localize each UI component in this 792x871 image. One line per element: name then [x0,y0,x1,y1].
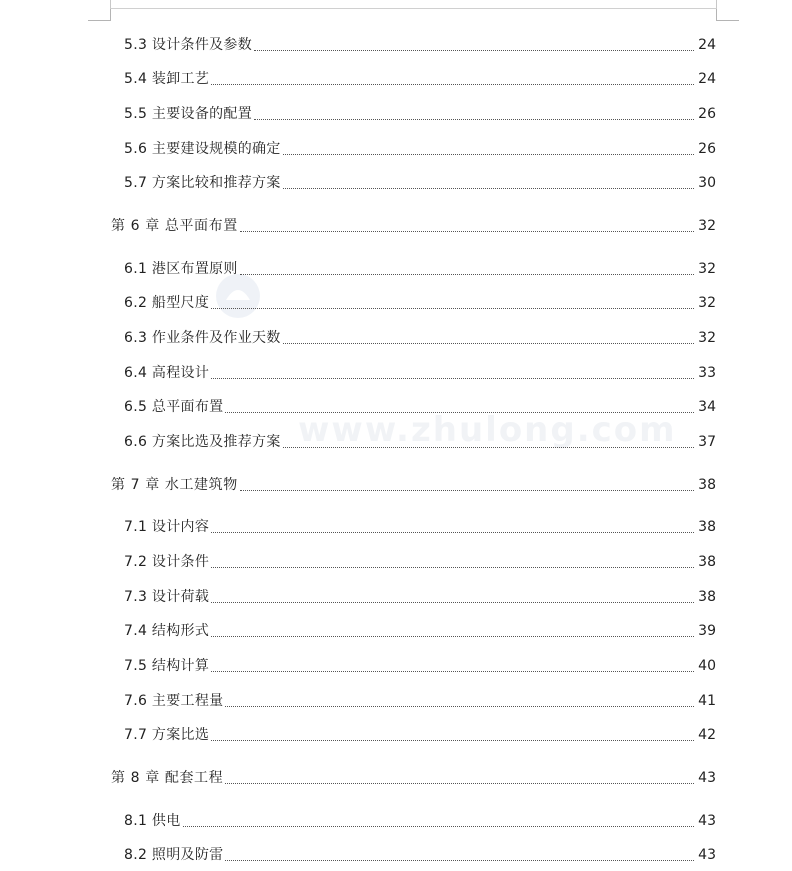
toc-page-number: 34 [698,399,716,415]
toc-dot-leader [211,531,694,533]
toc-chapter-label: 第 8 章 配套工程 [111,770,224,786]
toc-entry-label: 6.4 高程设计 [124,365,210,381]
toc-row[interactable] [124,549,716,571]
toc-dot-leader [240,273,694,275]
toc-entry-label: 6.6 方案比选及推荐方案 [124,434,281,450]
toc-row[interactable] [124,808,716,830]
toc-entry-label: 7.6 主要工程量 [124,693,224,709]
toc-entry-label: 7.7 方案比选 [124,727,210,743]
toc-entry-label: 5.3 设计条件及参数 [124,37,253,53]
toc-chapter-row[interactable] [111,765,716,787]
toc-entry-label: 7.1 设计内容 [124,519,210,535]
toc-row[interactable] [124,325,716,347]
watermark-text: www.zhulong.com [298,410,677,450]
toc-page-number: 41 [698,693,716,709]
toc-page-number: 26 [698,141,716,157]
toc-entry-label: 5.5 主要设备的配置 [124,106,253,122]
toc-page-number: 24 [698,71,716,87]
toc-entry-label: 7.5 结构计算 [124,658,210,674]
toc-dot-leader [211,601,694,603]
toc-chapter-label: 第 7 章 水工建筑物 [111,477,238,493]
toc-entry-label: 6.3 作业条件及作业天数 [124,330,281,346]
toc-dot-leader [211,739,694,741]
toc-dot-leader [254,118,694,120]
toc-row[interactable] [124,618,716,640]
toc-dot-leader [211,566,694,568]
toc-chapter-row[interactable] [111,213,716,235]
toc-entry-label: 8.1 供电 [124,813,181,829]
toc-row[interactable] [124,722,716,744]
toc-dot-leader [225,782,694,784]
toc-dot-leader [211,635,694,637]
toc-chapter-row[interactable] [111,472,716,494]
toc-dot-leader [283,342,694,344]
toc-dot-leader [211,307,694,309]
toc-dot-leader [283,153,694,155]
toc-row[interactable] [124,32,716,54]
toc-page-number: 32 [698,261,716,277]
toc-dot-leader [211,83,694,85]
toc-row[interactable] [124,514,716,536]
toc-entry-label: 8.2 照明及防雷 [124,847,224,863]
toc-dot-leader [183,825,694,827]
toc-dot-leader [225,705,694,707]
toc-dot-leader [225,859,694,861]
toc-page-number: 38 [698,589,716,605]
toc-dot-leader [283,187,694,189]
toc-row[interactable] [124,290,716,312]
toc-row[interactable] [124,136,716,158]
toc-row[interactable] [124,360,716,382]
toc-page-number: 38 [698,519,716,535]
toc-row[interactable] [124,256,716,278]
toc-page-number: 32 [698,218,716,234]
toc-entry-label: 5.4 装卸工艺 [124,71,210,87]
margin-corner-mark-right [717,20,739,21]
toc-page-number: 24 [698,37,716,53]
toc-row[interactable] [124,688,716,710]
toc-entry-label: 5.7 方案比较和推荐方案 [124,175,281,191]
toc-page-number: 32 [698,295,716,311]
toc-dot-leader [211,670,694,672]
toc-page-number: 40 [698,658,716,674]
toc-entry-label: 6.2 船型尺度 [124,295,210,311]
margin-corner-mark-right-vertical [716,9,717,21]
toc-row[interactable] [124,653,716,675]
toc-page-number: 30 [698,175,716,191]
toc-dot-leader [225,411,694,413]
toc-page-number: 37 [698,434,716,450]
toc-page-number: 38 [698,477,716,493]
toc-page-number: 39 [698,623,716,639]
toc-page-number: 38 [698,554,716,570]
toc-entry-label: 7.4 结构形式 [124,623,210,639]
toc-row[interactable] [124,842,716,864]
toc-dot-leader [211,377,694,379]
toc-dot-leader [254,49,694,51]
toc-row[interactable] [124,170,716,192]
toc-entry-label: 7.3 设计荷载 [124,589,210,605]
toc-page-number: 26 [698,106,716,122]
toc-page-number: 43 [698,770,716,786]
toc-dot-leader [240,230,694,232]
page-top-edge [110,0,717,9]
toc-entry-label: 7.2 设计条件 [124,554,210,570]
toc-page-number: 43 [698,813,716,829]
toc-row[interactable] [124,66,716,88]
toc-row[interactable] [124,429,716,451]
toc-page-number: 43 [698,847,716,863]
toc-row[interactable] [124,394,716,416]
toc-page-number: 32 [698,330,716,346]
margin-corner-mark-left-vertical [110,9,111,21]
toc-dot-leader [283,446,694,448]
toc-row[interactable] [124,584,716,606]
toc-page-number: 33 [698,365,716,381]
toc-entry-label: 5.6 主要建设规模的确定 [124,141,281,157]
toc-row[interactable] [124,101,716,123]
toc-entry-label: 6.5 总平面布置 [124,399,224,415]
toc-page-number: 42 [698,727,716,743]
margin-corner-mark-left [88,20,110,21]
toc-entry-label: 6.1 港区布置原则 [124,261,238,277]
toc-dot-leader [240,489,694,491]
toc-chapter-label: 第 6 章 总平面布置 [111,218,238,234]
